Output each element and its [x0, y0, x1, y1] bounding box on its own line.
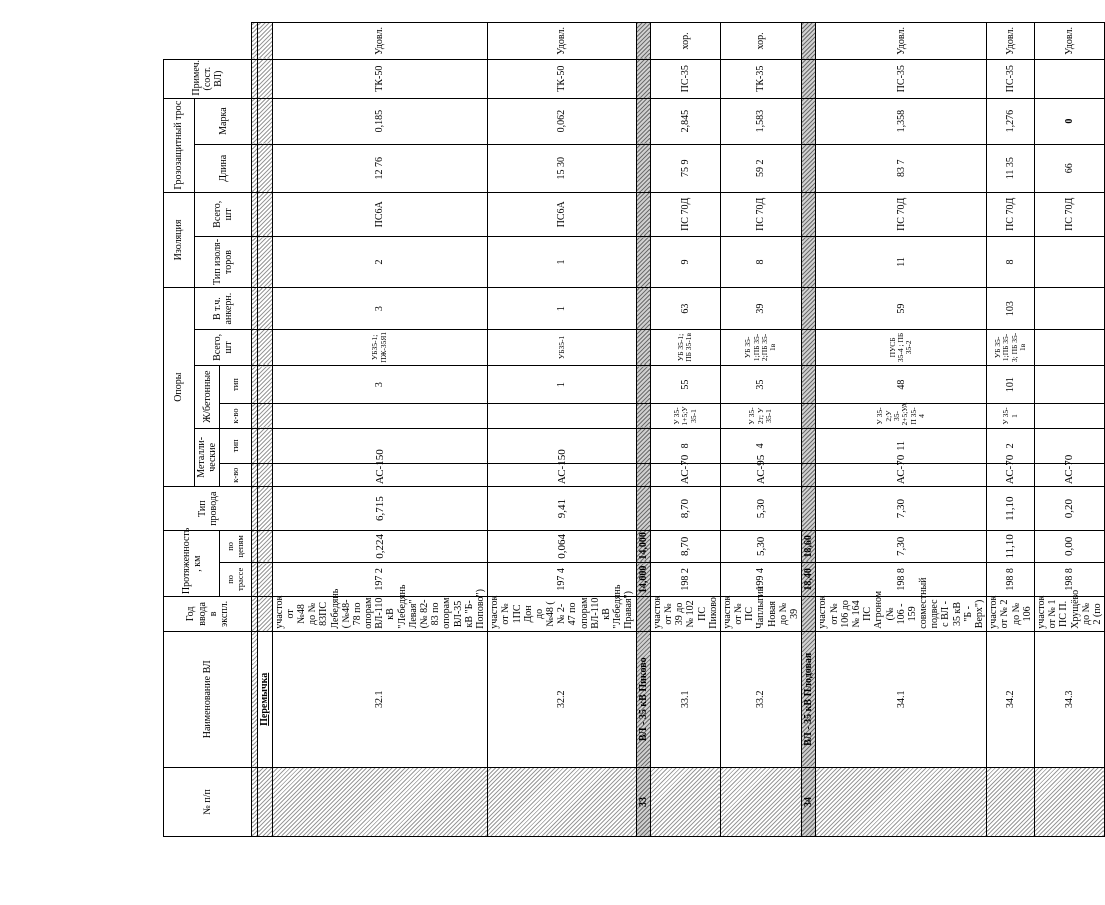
- section-len-circuit: 18,60: [802, 531, 816, 562]
- hatch-cell: [258, 192, 272, 236]
- row-ins-total: 83 7: [816, 144, 987, 192]
- hatch-cell: [636, 144, 650, 192]
- row-note: хор.: [720, 23, 801, 60]
- row-ins-type: ПС6А: [488, 192, 636, 236]
- row-anchor: [1034, 236, 1104, 287]
- row-total: [1034, 288, 1104, 330]
- row-rc-count: 3: [272, 365, 488, 404]
- row-ins-type: ПС 70Д: [720, 192, 801, 236]
- row-rc-count: 35: [720, 365, 801, 404]
- hatch-cell: [802, 23, 816, 60]
- row-note: Удовл.: [816, 23, 987, 60]
- rotated-table-container: [163, 22, 1103, 837]
- row-rc-count: 48: [816, 365, 987, 404]
- row-wire: АС-150: [488, 464, 636, 487]
- row-ins-type: ПС 70Д: [1034, 192, 1104, 236]
- header-cable: Грозозащитный трос: [164, 98, 195, 192]
- hatch-cell: [636, 236, 650, 287]
- row-metal-count: 8: [650, 428, 720, 464]
- row-rc-type: УБ35-1; ПЖ-35Я1: [272, 330, 488, 366]
- row-metal-type: [272, 404, 488, 428]
- hatch-cell: [636, 464, 650, 487]
- section-row: [802, 23, 816, 837]
- hatch-cell: [258, 59, 272, 98]
- hatch-cell: [488, 767, 636, 836]
- hatch-cell: [636, 192, 650, 236]
- row-num: 32.1: [272, 631, 488, 767]
- hatch-cell: [258, 98, 272, 144]
- hatch-cell: [802, 192, 816, 236]
- row-total: 39: [720, 288, 801, 330]
- row-cable-len: 1,276: [987, 98, 1035, 144]
- hatch-cell: [802, 144, 816, 192]
- table-row: [272, 23, 488, 837]
- row-total: 3: [272, 288, 488, 330]
- row-total: 103: [987, 288, 1035, 330]
- row-rc-count: [1034, 365, 1104, 404]
- row-year: 198 8: [987, 562, 1035, 597]
- header-metal-kvo: к-во: [220, 464, 252, 487]
- power-lines-table: [163, 22, 1105, 837]
- row-note: хор.: [650, 23, 720, 60]
- row-ins-total: 12 76: [272, 144, 488, 192]
- row-rc-count: 101: [987, 365, 1035, 404]
- row-num: 34.1: [816, 631, 987, 767]
- row-ins-total: 75 9: [650, 144, 720, 192]
- header-len-circuit: по цепям: [220, 531, 252, 562]
- row-rc-type: УБ 35-1;ПБ 35-2;ПБ 35-1в: [720, 330, 801, 366]
- hatch-cell: [802, 330, 816, 366]
- hatch-cell: [636, 98, 650, 144]
- section-num: 33: [636, 767, 650, 836]
- row-cable-len: 0,062: [488, 98, 636, 144]
- row-metal-type: [1034, 404, 1104, 428]
- row-anchor: 2: [272, 236, 488, 287]
- hatch-cell: [258, 487, 272, 531]
- row-len-route: 0,00: [1034, 531, 1104, 562]
- row-total: 1: [488, 288, 636, 330]
- row-ins-total: 66: [1034, 144, 1104, 192]
- row-wire: АС-70: [650, 464, 720, 487]
- row-year: 198 8: [816, 562, 987, 597]
- header-row-1: [164, 23, 195, 837]
- hatch-cell: [258, 236, 272, 287]
- row-len-circuit: 9,41: [488, 487, 636, 531]
- hatch-cell: [258, 597, 272, 632]
- section-row: [636, 23, 650, 837]
- hatch-cell: [258, 428, 272, 464]
- row-metal-type: У 35-1+5;У 35-1: [650, 404, 720, 428]
- header-anchor: В т.ч. анкерн.: [195, 288, 252, 330]
- section-len-route: 18,40: [802, 562, 816, 597]
- row-ins-type: ПС 70Д: [650, 192, 720, 236]
- header-wire: Тип провода: [164, 487, 252, 531]
- header-poles: Опоры: [164, 288, 195, 487]
- header-total: Всего, шт: [195, 330, 252, 366]
- section-title: ВЛ - 35 кВ Пиково: [636, 631, 650, 767]
- header-name: Наименование ВЛ: [164, 631, 252, 767]
- row-name: участок от № 106 до № 164 ПС Агроном (№ 106 - 159 совместный подвес с ВЛ - 35 кВ "Б - Верх"): [816, 597, 987, 632]
- row-cable-len: 1,583: [720, 98, 801, 144]
- row-year: 197 2: [272, 562, 488, 597]
- row-len-circuit: 6,715: [272, 487, 488, 531]
- row-len-circuit: 11,10: [987, 487, 1035, 531]
- row-num: 34.2: [987, 631, 1035, 767]
- hatch-cell: [258, 330, 272, 366]
- hatch-cell: [802, 597, 816, 632]
- row-cable-mark: ПС-35: [816, 59, 987, 98]
- group-row: [258, 23, 272, 837]
- row-rc-type: ПУСБ 35-4 ; ПБ 35-2: [816, 330, 987, 366]
- hatch-cell: [802, 428, 816, 464]
- hatch-cell: [802, 464, 816, 487]
- hatch-cell: [636, 365, 650, 404]
- header-rc-kvo: к-во: [220, 404, 252, 428]
- header-ins-total: Всего, шт: [195, 192, 252, 236]
- row-rc-type: УБ 35-1; ПБ 35-1в: [650, 330, 720, 366]
- header-cable-mark: Марка: [195, 98, 252, 144]
- section-len-circuit: 14,000: [636, 531, 650, 562]
- row-wire: АС-95: [720, 464, 801, 487]
- row-num: 33.1: [650, 631, 720, 767]
- hatch-cell: [258, 288, 272, 330]
- hatch-cell: [987, 767, 1035, 836]
- row-note: Удовл.: [987, 23, 1035, 60]
- header-insulation: Изоляция: [164, 192, 195, 287]
- header-metal: Металли-ческие: [195, 428, 220, 487]
- row-metal-type: У 35-2;У 35-2+5;УА П 35-4: [816, 404, 987, 428]
- row-anchor: 8: [987, 236, 1035, 287]
- row-len-route: 5,30: [720, 531, 801, 562]
- row-year: 199 4: [720, 562, 801, 597]
- row-note: Удовл.: [488, 23, 636, 60]
- row-cable-mark: [1034, 59, 1104, 98]
- row-ins-total: 11 35: [987, 144, 1035, 192]
- hatch-cell: [636, 23, 650, 60]
- section-num: 34: [802, 767, 816, 836]
- hatch-cell: [258, 464, 272, 487]
- table-body: [164, 23, 1105, 837]
- hatch-cell: [258, 144, 272, 192]
- hatch-cell: [802, 98, 816, 144]
- row-ins-type: ПС 70Д: [816, 192, 987, 236]
- hatch-cell: [258, 365, 272, 404]
- section-title: ВЛ - 35 кВ Плодовая: [802, 631, 816, 767]
- table-row: [1034, 23, 1104, 837]
- row-num: 33.2: [720, 631, 801, 767]
- header-length: Протяженность , км: [164, 531, 220, 597]
- row-len-circuit: 7,30: [816, 487, 987, 531]
- header-num: № п/п: [164, 767, 252, 836]
- row-cable-mark: ТК-35: [720, 59, 801, 98]
- hatch-cell: [258, 531, 272, 562]
- row-len-circuit: 0,20: [1034, 487, 1104, 531]
- row-metal-count: 2: [987, 428, 1035, 464]
- row-metal-type: У 35-2т; У 35-1: [720, 404, 801, 428]
- row-cable-mark: ПС-35: [987, 59, 1035, 98]
- row-rc-count: 55: [650, 365, 720, 404]
- row-name: участок от № 1 ПС П. Хрущёво до № 2 (по: [1034, 597, 1104, 632]
- hatch-cell: [802, 59, 816, 98]
- row-num: 32.2: [488, 631, 636, 767]
- hatch-cell: [636, 428, 650, 464]
- row-name: участок от № 2 до № 106: [987, 597, 1035, 632]
- header-note: Примеч. (сост. ВЛ): [164, 59, 252, 98]
- header-rc-tip: тип: [220, 365, 252, 404]
- row-ins-type: ПС6А: [272, 192, 488, 236]
- hatch-cell: [636, 59, 650, 98]
- row-total: 59: [816, 288, 987, 330]
- row-note: Удовл.: [1034, 23, 1104, 60]
- row-year: 197 4: [488, 562, 636, 597]
- row-rc-type: [1034, 330, 1104, 366]
- table-row: [488, 23, 636, 837]
- row-anchor: 8: [720, 236, 801, 287]
- row-rc-type: УБ35-1: [488, 330, 636, 366]
- table-row: [816, 23, 987, 837]
- row-len-route: 8,70: [650, 531, 720, 562]
- header-metal-tip: тип: [220, 428, 252, 464]
- row-name: участок от № ПС Чаплыгин Новая до № 39: [720, 597, 801, 632]
- hatch-cell: [636, 288, 650, 330]
- row-name: участок от № 39 до № 102 ПС Пиково: [650, 597, 720, 632]
- row-total: 63: [650, 288, 720, 330]
- row-len-route: 0,064: [488, 531, 636, 562]
- row-ins-total: 15 30: [488, 144, 636, 192]
- row-ins-type: ПС 70Д: [987, 192, 1035, 236]
- hatch-cell: [802, 365, 816, 404]
- hatch-cell: [636, 597, 650, 632]
- row-name: участок от № 1ПС Дон до №48 ( № 2-47 по опорам ВЛ-110 кВ "Лебедянь Правая"): [488, 597, 636, 632]
- row-year: 198 8: [1034, 562, 1104, 597]
- row-cable-len: 0: [1034, 98, 1104, 144]
- row-cable-mark: ТК-50: [488, 59, 636, 98]
- group-title: Перемычка: [258, 631, 272, 767]
- row-anchor: 1: [488, 236, 636, 287]
- hatch-cell: [650, 767, 720, 836]
- row-cable-len: 0,185: [272, 98, 488, 144]
- header-ins-type: Тип изоля-торов: [195, 236, 252, 287]
- row-metal-type: У 35-1: [987, 404, 1035, 428]
- row-wire: АС-70: [987, 464, 1035, 487]
- row-len-route: 0,224: [272, 531, 488, 562]
- row-num: 34.3: [1034, 631, 1104, 767]
- hatch-cell: [258, 767, 272, 836]
- hatch-cell: [258, 404, 272, 428]
- table-row: [987, 23, 1035, 837]
- hatch-cell: [636, 487, 650, 531]
- hatch-cell: [272, 767, 488, 836]
- row-rc-count: 1: [488, 365, 636, 404]
- row-metal-type: [488, 404, 636, 428]
- row-rc-type: УБ 35-1;ПБ 35-3; ПБ 35-1в: [987, 330, 1035, 366]
- row-metal-count: 11: [816, 428, 987, 464]
- section-len-route: 14,000: [636, 562, 650, 597]
- header-year: Год ввода в экспл.: [164, 597, 252, 632]
- table-row: [650, 23, 720, 837]
- row-len-circuit: 5,30: [720, 487, 801, 531]
- hatch-cell: [258, 23, 272, 60]
- table-row: [720, 23, 801, 837]
- row-cable-len: 2,845: [650, 98, 720, 144]
- row-note: Удовл.: [272, 23, 488, 60]
- hatch-cell: [802, 404, 816, 428]
- row-anchor: 11: [816, 236, 987, 287]
- hatch-cell: [720, 767, 801, 836]
- hatch-cell: [816, 767, 987, 836]
- row-year: 198 2: [650, 562, 720, 597]
- row-cable-mark: ПС-35: [650, 59, 720, 98]
- row-anchor: 9: [650, 236, 720, 287]
- hatch-cell: [802, 487, 816, 531]
- row-len-circuit: 8,70: [650, 487, 720, 531]
- header-len-route: по трассе: [220, 562, 252, 597]
- row-cable-len: 1,358: [816, 98, 987, 144]
- row-wire: АС-70: [1034, 464, 1104, 487]
- row-ins-total: 59 2: [720, 144, 801, 192]
- header-rc: Ж/бетонные: [195, 365, 220, 428]
- hatch-cell: [636, 330, 650, 366]
- row-name: участок от №48 до № 83ПС Лебедянь ( №48-78 по опорам ВЛ-110 кВ "Лебедянь Левая" (№ 82-83 по опорам ВЛ-35 кВ "Б-Попово"): [272, 597, 488, 632]
- header-cable-len: Длина: [195, 144, 252, 192]
- hatch-cell: [258, 562, 272, 597]
- hatch-cell: [802, 288, 816, 330]
- row-wire: АС-70: [816, 464, 987, 487]
- hatch-cell: [802, 236, 816, 287]
- row-len-route: 7,30: [816, 531, 987, 562]
- hatch-cell: [1034, 767, 1104, 836]
- row-cable-mark: ТК-50: [272, 59, 488, 98]
- row-len-route: 11,10: [987, 531, 1035, 562]
- row-metal-count: 4: [720, 428, 801, 464]
- hatch-cell: [636, 404, 650, 428]
- row-wire: АС-150: [272, 464, 488, 487]
